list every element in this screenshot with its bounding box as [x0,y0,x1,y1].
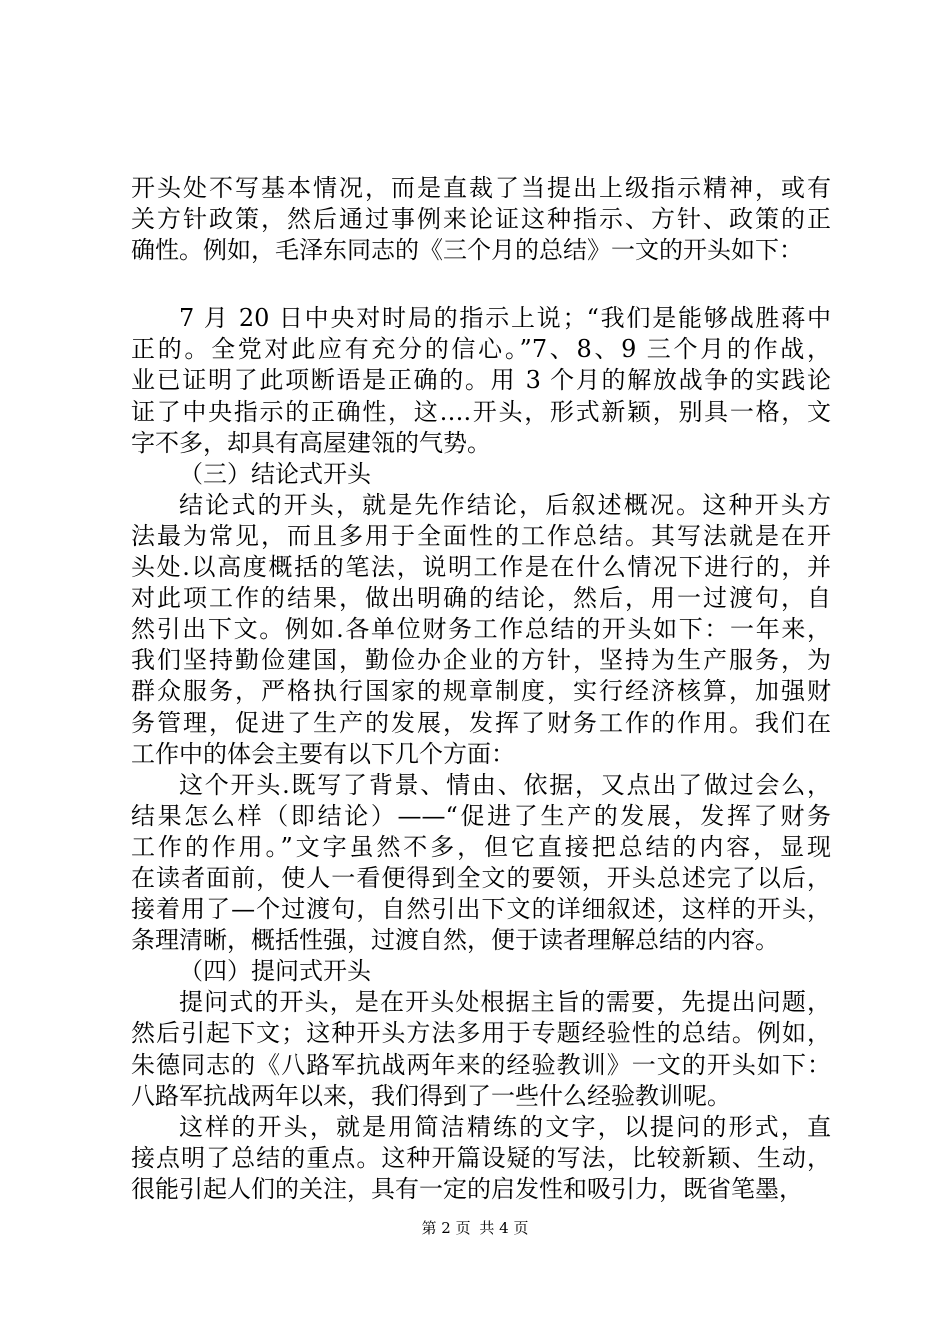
text-line: 我们坚持勤俭建国，勤俭办企业的方针，坚持为生产服务，为 [131,646,831,675]
text-line: 正的。全党对此应有充分的信心。”7、8、9 三个月的作战， [131,335,831,364]
text-line: 7 月 20 日中央对时局的指示上说；“我们是能够战胜蒋中 [179,304,831,333]
text-line: 条理清晰，概括性强，过渡自然，便于读者理解总结的内容。 [131,926,779,955]
text-line: 很能引起人们的关注，具有一定的启发性和吸引力，既省笔墨， [131,1174,803,1203]
text-line: 这样的开头，就是用简洁精练的文字，以提问的形式，直 [179,1112,831,1141]
text-line: 结论式的开头，就是先作结论，后叙述概况。这种开头方 [179,490,831,519]
text-line: 证了中央指示的正确性，这….开头，形式新颖，别具一格，文 [131,397,831,426]
text-line: （三）结论式开头 [179,459,371,488]
text-line: 工作的作用。”文字虽然不多，但它直接把总结的内容，显现 [131,832,831,861]
text-line: 务管理，促进了生产的发展，发挥了财务工作的作用。我们在 [131,708,831,737]
text-line: 群众服务，严格执行国家的规章制度，实行经济核算，加强财 [131,677,831,706]
text-line: 头处.以高度概括的笔法，说明工作是在什么情况下进行的，并 [131,553,831,582]
paragraph-gap [131,266,831,303]
text-line: 开头处不写基本情况，而是直裁了当提出上级指示精神，或有 [131,174,831,202]
text-line: 八路军抗战两年以来，我们得到了一些什么经验教训呢。 [131,1081,731,1110]
paragraph [131,987,831,1111]
text-line: 在读者面前，使人一看便得到全文的要领，开头总述完了以后， [131,863,831,892]
text-line: 对此项工作的结果，做出明确的结论，然后，用一过渡句，自 [131,584,831,613]
text-line: 这个开头.既写了背景、情由、依据，又点出了做过会么， [179,770,831,799]
text-line: 提问式的开头，是在开头处根据主旨的需要，先提出问题， [179,988,831,1017]
text-line: 确性。例如，毛泽东同志的《三个月的总结》一文的开头如下： [131,236,803,265]
text-line: 业已证明了此项断语是正确的。用 3 个月的解放战争的实践论 [131,366,831,395]
text-line: 工作中的体会主要有以下几个方面： [131,739,515,768]
paragraph [131,956,831,987]
page-total: 共 4 页 [479,1219,529,1237]
text-line: 接点明了总结的重点。这种开篇设疑的写法，比较新颖、生动， [131,1143,831,1172]
page-number: 第 2 页 [421,1219,471,1237]
paragraph [131,490,831,770]
paragraph [131,303,831,458]
text-line: 接着用了—个过渡句，自然引出下文的详细叙述，这样的开头， [131,895,831,924]
text-line: （四）提问式开头 [179,957,371,986]
text-line: 然后引起下文；这种开头方法多用于专题经验性的总结。例如， [131,1019,831,1048]
text-line: 然引出下文。例如.各单位财务工作总结的开头如下：一年来， [131,615,831,644]
paragraph [131,770,831,957]
text-line: 法最为常见，而且多用于全面性的工作总结。其写法就是在开 [131,521,831,550]
text-line: 结果怎么样（即结论）——“促进了生产的发展，发挥了财务 [131,801,831,830]
paragraph [131,459,831,490]
text-line: 朱德同志的《八路军抗战两年来的经验教训》一文的开头如下： [131,1050,831,1079]
document-body [131,173,831,1205]
text-line: 关方针政策，然后通过事例来论证这种指示、方针、政策的正 [131,205,831,234]
paragraph [131,173,831,266]
text-line: 字不多，却具有高屋建瓴的气势。 [131,428,491,457]
paragraph [131,1112,831,1205]
page-footer [0,1217,950,1238]
